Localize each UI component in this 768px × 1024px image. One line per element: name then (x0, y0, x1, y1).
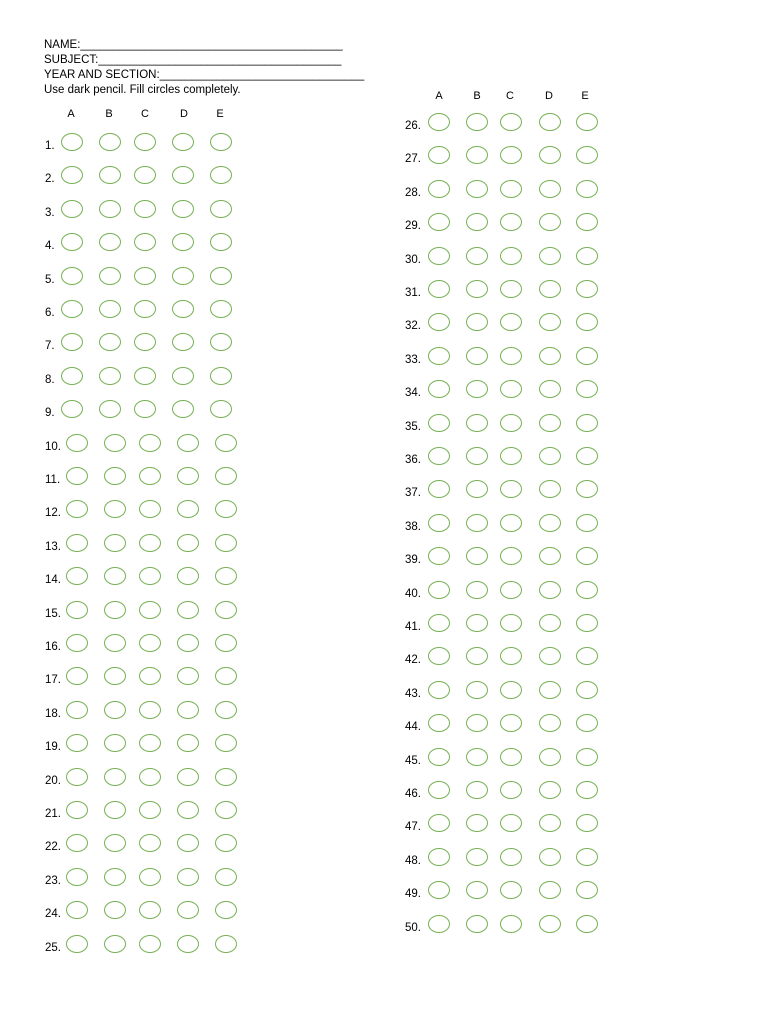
answer-bubble-b[interactable] (466, 414, 488, 432)
answer-bubble-d[interactable] (539, 647, 561, 665)
answer-bubble-a[interactable] (428, 681, 450, 699)
answer-bubble-b[interactable] (466, 681, 488, 699)
answer-bubble-c[interactable] (500, 347, 522, 365)
answer-bubble-c[interactable] (500, 848, 522, 866)
question-number: 8. (45, 373, 55, 386)
answer-bubble-d[interactable] (539, 614, 561, 632)
question-number: 26. (405, 120, 421, 132)
question-number: 25. (45, 941, 61, 954)
answer-bubble-c[interactable] (500, 213, 522, 231)
answer-bubble-a[interactable] (428, 814, 450, 832)
question-row (0, 347, 768, 371)
answer-bubble-a[interactable] (428, 614, 450, 632)
answer-bubble-c[interactable] (500, 180, 522, 198)
answer-bubble-a[interactable] (428, 113, 450, 131)
answer-bubble-b[interactable] (466, 881, 488, 899)
answer-bubble-b[interactable] (466, 447, 488, 465)
question-number: 50. (405, 921, 421, 934)
question-row (0, 814, 768, 838)
question-row (0, 313, 768, 337)
question-row (0, 180, 768, 204)
answer-bubble-d[interactable] (539, 213, 561, 231)
answer-bubble-d[interactable] (539, 313, 561, 331)
answer-bubble-e[interactable] (576, 414, 598, 432)
question-number: 10. (45, 440, 61, 453)
answer-bubble-c[interactable] (500, 447, 522, 465)
choice-letter-d: D (545, 90, 553, 102)
question-number: 32. (405, 320, 421, 333)
question-row (0, 447, 768, 471)
answer-bubble-c[interactable] (500, 581, 522, 599)
question-number: 13. (45, 540, 61, 553)
question-number: 29. (405, 220, 421, 233)
question-number: 28. (405, 186, 421, 199)
answer-bubble-b[interactable] (466, 180, 488, 198)
choice-letter-c: C (506, 90, 514, 102)
answer-bubble-b[interactable] (466, 347, 488, 365)
answer-bubble-d[interactable] (539, 915, 561, 933)
answer-bubble-b[interactable] (466, 814, 488, 832)
answer-bubble-a[interactable] (428, 714, 450, 732)
question-number: 27. (405, 153, 421, 166)
answer-bubble-e[interactable] (576, 681, 598, 699)
answer-bubble-b[interactable] (466, 647, 488, 665)
answer-bubble-a[interactable] (428, 915, 450, 933)
answer-bubble-a[interactable] (428, 547, 450, 565)
question-number: 4. (45, 240, 55, 253)
answer-bubble-c[interactable] (500, 781, 522, 799)
right-choice-header (0, 90, 700, 104)
question-number: 15. (45, 607, 61, 620)
answer-bubble-b[interactable] (466, 313, 488, 331)
answer-bubble-a[interactable] (428, 848, 450, 866)
answer-bubble-b[interactable] (466, 146, 488, 164)
choice-letter-e: E (216, 108, 224, 120)
answer-bubble-b[interactable] (466, 480, 488, 498)
question-row (0, 581, 768, 605)
question-number: 17. (45, 674, 61, 687)
answer-bubble-d[interactable] (539, 748, 561, 766)
choice-letter-b: B (473, 90, 481, 102)
answer-bubble-d[interactable] (539, 714, 561, 732)
answer-bubble-e[interactable] (576, 915, 598, 933)
question-number: 20. (45, 774, 61, 787)
answer-bubble-a[interactable] (428, 313, 450, 331)
answer-bubble-b[interactable] (466, 714, 488, 732)
question-row (0, 514, 768, 538)
choice-letter-c: C (141, 108, 149, 120)
answer-bubble-c[interactable] (500, 681, 522, 699)
answer-bubble-c[interactable] (500, 647, 522, 665)
answer-bubble-b[interactable] (466, 514, 488, 532)
answer-bubble-d[interactable] (539, 414, 561, 432)
answer-bubble-a[interactable] (428, 380, 450, 398)
question-row (0, 714, 768, 738)
answer-bubble-e[interactable] (576, 848, 598, 866)
question-row (0, 614, 768, 638)
answer-bubble-e[interactable] (576, 714, 598, 732)
answer-bubble-d[interactable] (539, 380, 561, 398)
question-row (0, 848, 768, 872)
answer-bubble-a[interactable] (428, 280, 450, 298)
answer-bubble-d[interactable] (539, 848, 561, 866)
answer-bubble-d[interactable] (539, 146, 561, 164)
question-number: 6. (45, 307, 55, 319)
answer-bubble-c[interactable] (500, 547, 522, 565)
name-field-label[interactable]: NAME:_________________________________________ (44, 39, 343, 51)
answer-bubble-a[interactable] (428, 414, 450, 432)
answer-bubble-a[interactable] (428, 647, 450, 665)
year-section-field-label[interactable]: YEAR AND SECTION:________________________________ (44, 69, 365, 81)
answer-bubble-d[interactable] (539, 247, 561, 265)
question-number: 41. (405, 621, 421, 633)
answer-bubble-c[interactable] (500, 280, 522, 298)
question-number: 49. (405, 888, 421, 901)
question-number: 3. (45, 206, 55, 219)
answer-bubble-a[interactable] (428, 480, 450, 498)
answer-bubble-d[interactable] (539, 113, 561, 131)
answer-bubble-e[interactable] (576, 814, 598, 832)
answer-bubble-e[interactable] (576, 647, 598, 665)
answer-bubble-e[interactable] (576, 113, 598, 131)
sheet-header (44, 38, 364, 98)
answer-bubble-d[interactable] (539, 447, 561, 465)
answer-bubble-b[interactable] (466, 213, 488, 231)
answer-bubble-b[interactable] (466, 247, 488, 265)
question-number: 7. (45, 340, 55, 353)
choice-letter-b: B (105, 108, 113, 120)
answer-bubble-c[interactable] (500, 514, 522, 532)
question-number: 36. (405, 454, 421, 466)
choice-letter-e: E (581, 90, 589, 102)
question-number: 33. (405, 353, 421, 366)
answer-bubble-e[interactable] (576, 380, 598, 398)
question-number: 18. (45, 707, 61, 720)
question-number: 11. (45, 474, 61, 486)
answer-bubble-e[interactable] (576, 447, 598, 465)
question-row (0, 881, 768, 905)
question-row (0, 280, 768, 304)
answer-bubble-c[interactable] (500, 414, 522, 432)
answer-bubble-e[interactable] (576, 146, 598, 164)
answer-bubble-e[interactable] (576, 614, 598, 632)
answer-bubble-b[interactable] (466, 547, 488, 565)
answer-bubble-c[interactable] (500, 714, 522, 732)
question-number: 23. (45, 874, 61, 887)
answer-bubble-b[interactable] (466, 781, 488, 799)
question-number: 14. (45, 574, 61, 587)
answer-bubble-e[interactable] (576, 514, 598, 532)
answer-bubble-e[interactable] (576, 347, 598, 365)
question-number: 24. (45, 908, 61, 921)
question-number: 46. (405, 788, 421, 800)
answer-bubble-b[interactable] (466, 380, 488, 398)
choice-letter-a: A (67, 108, 75, 120)
question-number: 12. (45, 507, 61, 520)
answer-bubble-d[interactable] (539, 480, 561, 498)
answer-bubble-a[interactable] (428, 781, 450, 799)
choice-letter-a: A (435, 90, 443, 102)
question-number: 47. (405, 821, 421, 834)
subject-field-label[interactable]: SUBJECT:______________________________________ (44, 54, 342, 66)
answer-bubble-b[interactable] (466, 113, 488, 131)
answer-bubble-d[interactable] (539, 514, 561, 532)
answer-bubble-c[interactable] (500, 614, 522, 632)
answer-bubble-b[interactable] (466, 280, 488, 298)
question-number: 34. (405, 387, 421, 400)
choice-letter-d: D (180, 108, 188, 120)
answer-bubble-d[interactable] (539, 881, 561, 899)
question-number: 35. (405, 420, 421, 433)
question-number: 39. (405, 554, 421, 567)
question-row (0, 748, 768, 772)
question-number: 44. (405, 721, 421, 734)
question-number: 48. (405, 854, 421, 867)
question-row (0, 247, 768, 271)
question-number: 1. (45, 140, 55, 152)
answer-bubble-d[interactable] (539, 547, 561, 565)
question-number: 16. (45, 641, 61, 653)
answer-bubble-a[interactable] (428, 213, 450, 231)
answer-bubble-c[interactable] (500, 881, 522, 899)
question-number: 22. (45, 841, 61, 854)
answer-bubble-e[interactable] (576, 781, 598, 799)
answer-bubble-a[interactable] (428, 581, 450, 599)
answer-bubble-a[interactable] (428, 514, 450, 532)
answer-bubble-e[interactable] (576, 547, 598, 565)
question-number: 30. (405, 253, 421, 266)
question-number: 31. (405, 287, 421, 299)
answer-bubble-c[interactable] (500, 380, 522, 398)
question-number: 19. (45, 741, 61, 754)
question-row (0, 647, 768, 671)
answer-bubble-b[interactable] (466, 848, 488, 866)
answer-bubble-d[interactable] (539, 180, 561, 198)
question-row (0, 146, 768, 170)
question-row (0, 915, 768, 939)
answer-bubble-a[interactable] (428, 881, 450, 899)
answer-bubble-d[interactable] (539, 681, 561, 699)
question-row (0, 380, 768, 404)
question-row (0, 781, 768, 805)
answer-bubble-e[interactable] (576, 280, 598, 298)
answer-bubble-b[interactable] (466, 581, 488, 599)
answer-bubble-c[interactable] (500, 146, 522, 164)
question-row (0, 113, 768, 137)
question-number: 43. (405, 687, 421, 700)
answer-bubble-c[interactable] (500, 748, 522, 766)
answer-bubble-d[interactable] (539, 280, 561, 298)
answer-bubble-d[interactable] (539, 814, 561, 832)
answer-bubble-c[interactable] (500, 915, 522, 933)
answer-bubble-b[interactable] (466, 748, 488, 766)
question-number: 9. (45, 407, 55, 420)
answer-bubble-c[interactable] (500, 113, 522, 131)
question-number: 40. (405, 587, 421, 600)
answer-bubble-e[interactable] (576, 748, 598, 766)
answer-bubble-e[interactable] (576, 313, 598, 331)
answer-bubble-a[interactable] (428, 748, 450, 766)
answer-bubble-b[interactable] (466, 915, 488, 933)
answer-bubble-b[interactable] (466, 614, 488, 632)
answer-bubble-e[interactable] (576, 581, 598, 599)
answer-bubble-d[interactable] (539, 347, 561, 365)
question-row (0, 480, 768, 504)
question-row (0, 414, 768, 438)
answer-bubble-a[interactable] (428, 180, 450, 198)
answer-bubble-e[interactable] (576, 480, 598, 498)
question-number: 21. (45, 808, 61, 820)
question-row (0, 213, 768, 237)
instructions-text: Use dark pencil. Fill circles completely. (44, 84, 241, 96)
question-number: 2. (45, 173, 55, 186)
question-number: 45. (405, 754, 421, 767)
question-number: 42. (405, 654, 421, 667)
answer-bubble-e[interactable] (576, 180, 598, 198)
answer-bubble-c[interactable] (500, 480, 522, 498)
answer-bubble-c[interactable] (500, 313, 522, 331)
question-number: 37. (405, 487, 421, 500)
answer-bubble-a[interactable] (428, 247, 450, 265)
answer-bubble-a[interactable] (428, 447, 450, 465)
question-row (0, 547, 768, 571)
question-number: 5. (45, 273, 55, 286)
question-row (0, 681, 768, 705)
answer-bubble-e[interactable] (576, 247, 598, 265)
answer-bubble-c[interactable] (500, 814, 522, 832)
question-number: 38. (405, 520, 421, 533)
answer-bubble-a[interactable] (428, 347, 450, 365)
answer-bubble-d[interactable] (539, 781, 561, 799)
answer-bubble-c[interactable] (500, 247, 522, 265)
answer-bubble-e[interactable] (576, 881, 598, 899)
answer-bubble-a[interactable] (428, 146, 450, 164)
answer-bubble-e[interactable] (576, 213, 598, 231)
answer-bubble-d[interactable] (539, 581, 561, 599)
